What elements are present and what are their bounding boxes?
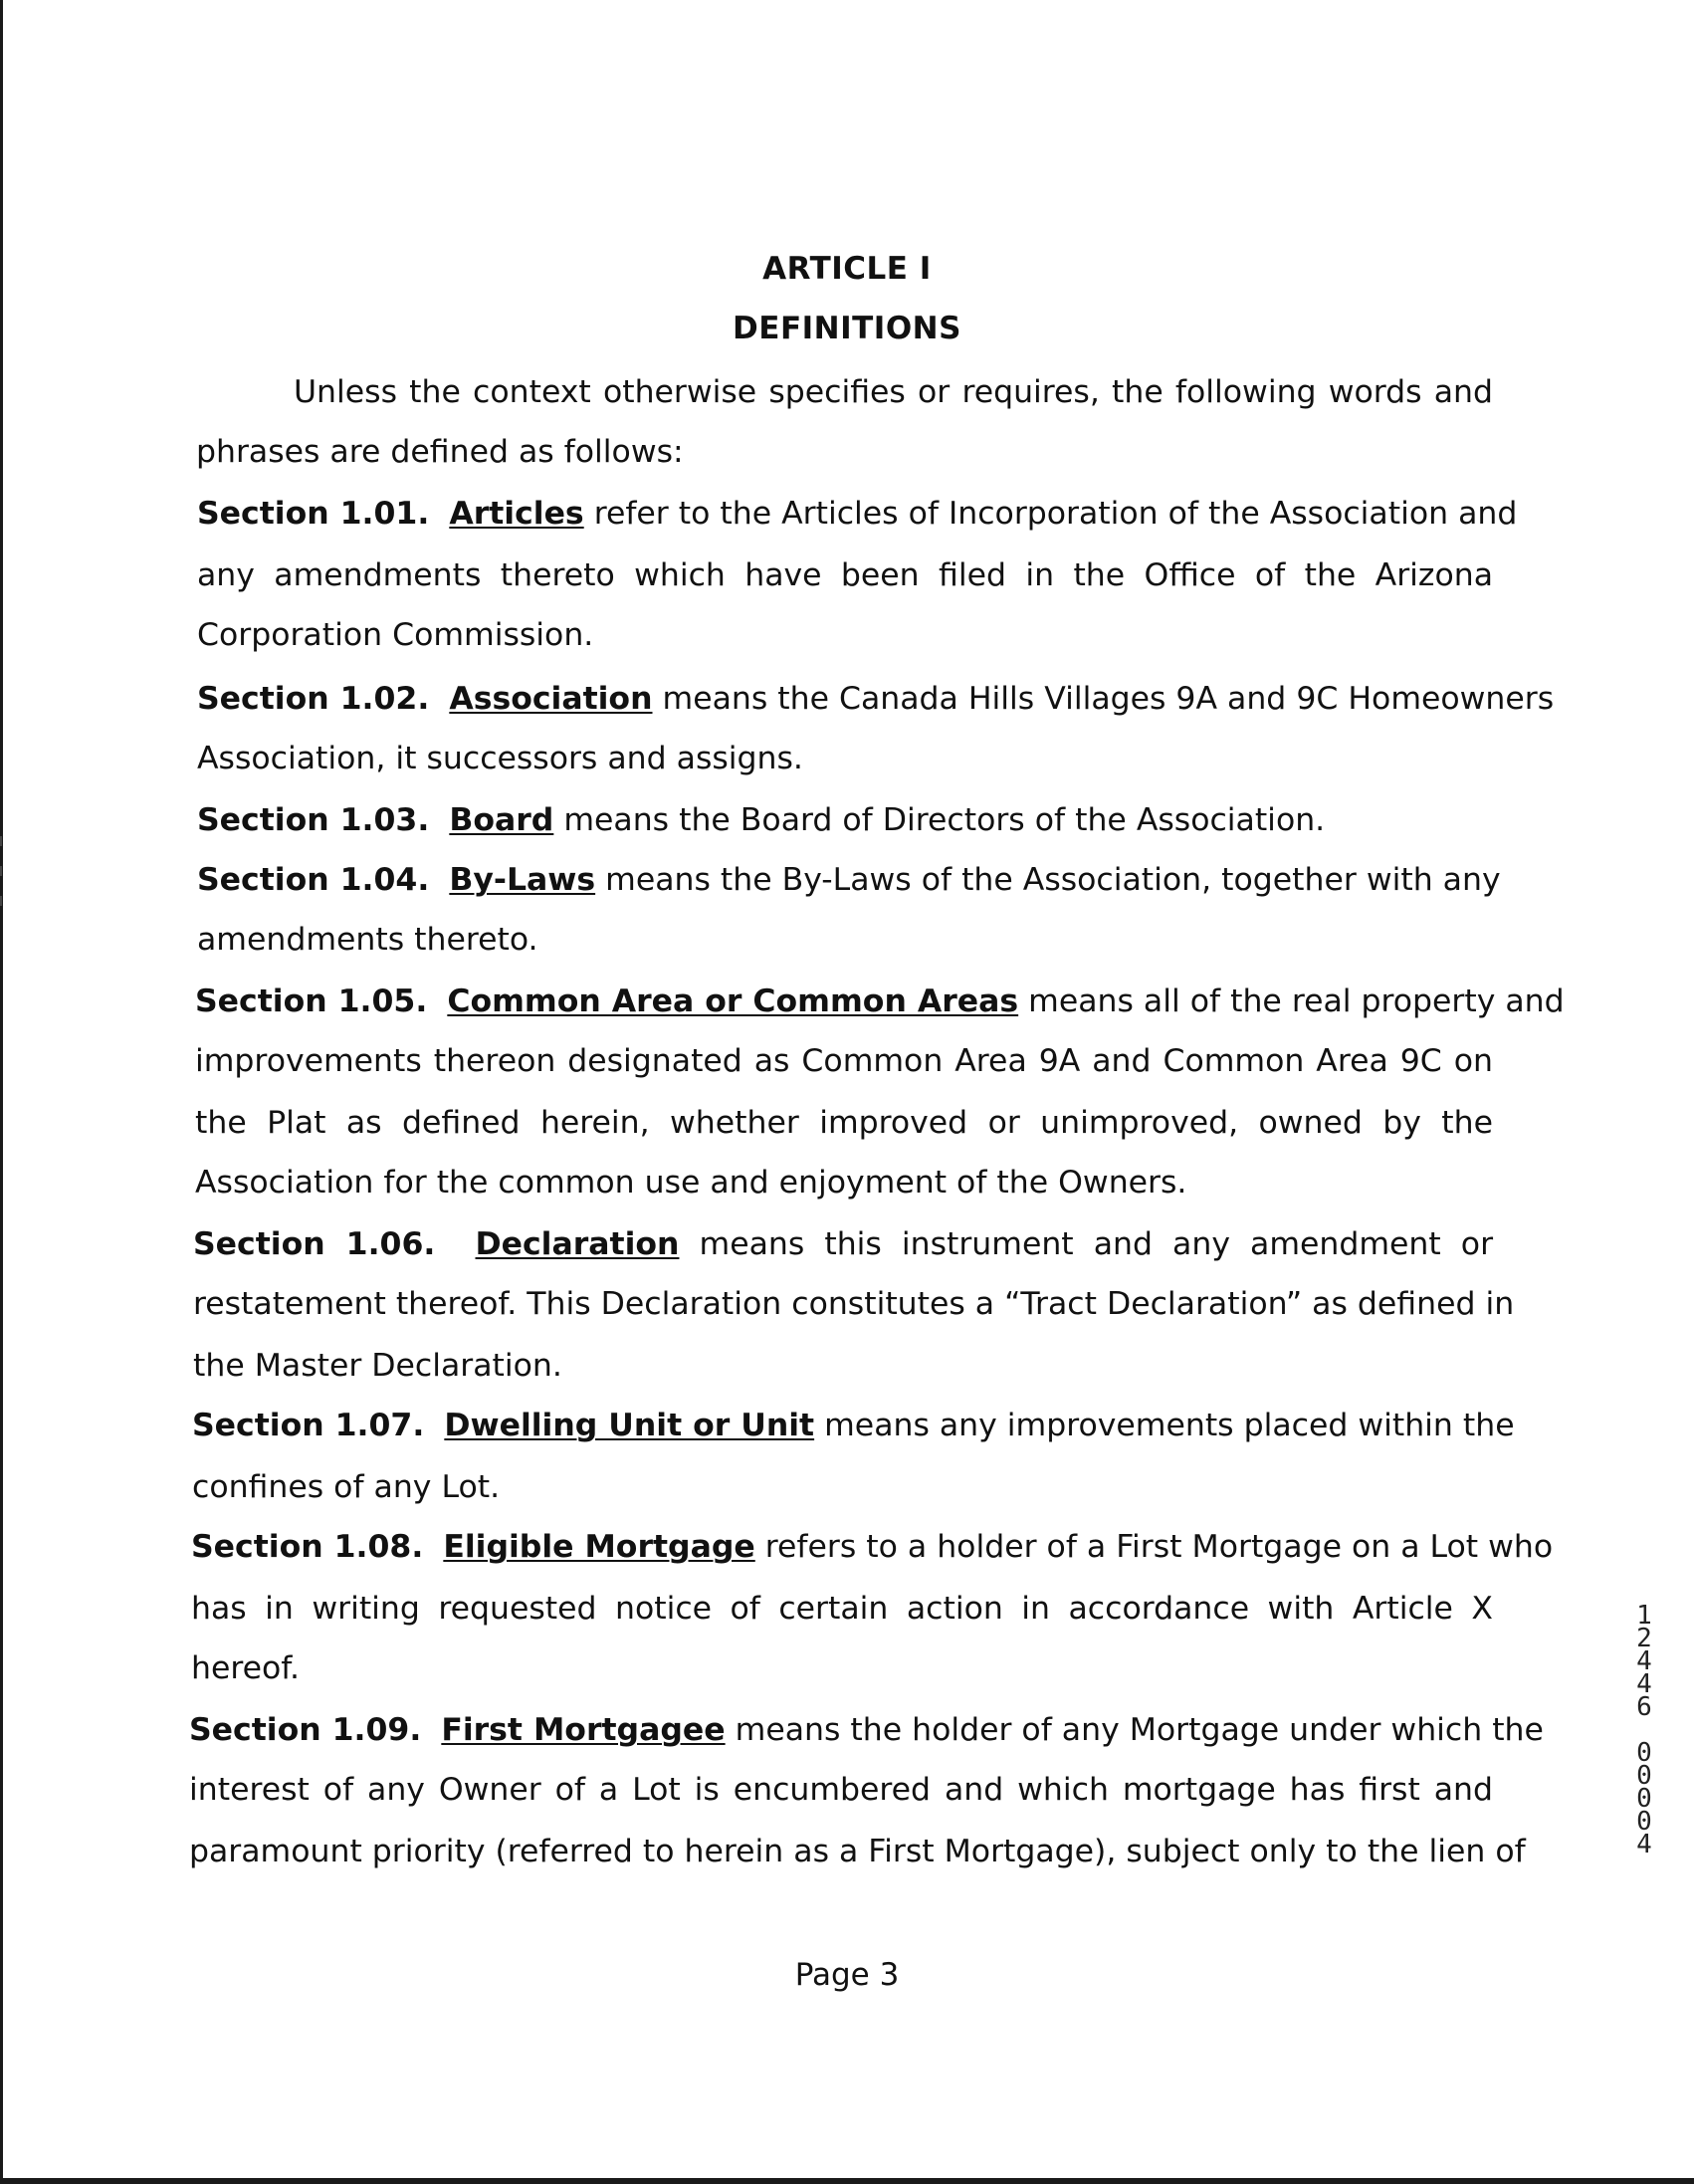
definition-section [197, 679, 1555, 719]
definition-section [191, 1527, 1554, 1567]
section-number: Section 1.03. [197, 802, 430, 838]
definition-text: means the By-Laws of the Association, together with any [605, 862, 1501, 898]
section-number: Section 1.01. [197, 496, 430, 532]
page-number: Page 3 [794, 1957, 900, 1993]
scan-bottom-edge [0, 2178, 1694, 2184]
stamp-digit: 2 [1636, 1624, 1652, 1653]
section-number: Section 1.04. [197, 862, 430, 898]
definition-text: refer to the Articles of Incorporation of the Association and [593, 496, 1518, 532]
definition-text-line: confines of any Lot. [192, 1469, 501, 1505]
stamp-digit: 4 [1636, 1830, 1652, 1859]
defined-term: Declaration [475, 1226, 680, 1262]
stamp-digit: 4 [1636, 1669, 1652, 1699]
definition-text: means the holder of any Mortgage under which the [735, 1712, 1544, 1748]
definition-text-line: hereof. [191, 1650, 301, 1686]
section-number: Section 1.02. [197, 681, 430, 717]
section-number: Section 1.07. [192, 1408, 425, 1443]
definition-text-line: the Plat as defined herein, whether improved or unimproved, owned by the [195, 1105, 1493, 1141]
definition-text-line: Association for the common use and enjoyment of the Owners. [195, 1165, 1187, 1201]
definition-section [193, 1224, 1493, 1264]
definition-text: means all of the real property and [1028, 983, 1565, 1019]
defined-term: Dwelling Unit or Unit [444, 1408, 815, 1443]
definition-text-line: restatement thereof. This Declaration constitutes a “Tract Declaration” as defined in [193, 1286, 1515, 1322]
definition-text-line: any amendments thereto which have been filed in the Office of the Arizona [197, 557, 1493, 593]
margin-stamp-number [1630, 1601, 1658, 1859]
stamp-digit: 0 [1636, 1738, 1652, 1768]
defined-term: First Mortgagee [441, 1712, 726, 1748]
defined-term: Common Area or Common Areas [447, 983, 1019, 1019]
stamp-digit: 1 [1636, 1601, 1652, 1631]
definition-text-line: Association, it successors and assigns. [197, 741, 803, 776]
definition-text: means the Canada Hills Villages 9A and 9C Homeowners [662, 681, 1555, 717]
intro-paragraph-line: Unless the context otherwise specifies or requires, the following words and [294, 374, 1493, 410]
definition-section [197, 494, 1518, 534]
scan-edge-mark [0, 836, 2, 846]
definition-text-line: paramount priority (referred to herein as a First Mortgage), subject only to the lien of [189, 1834, 1526, 1869]
section-number: Section 1.06. [193, 1226, 436, 1262]
stamp-digit: 0 [1636, 1807, 1652, 1837]
defined-term: Board [449, 802, 554, 838]
definition-text-line: interest of any Owner of a Lot is encumbered and which mortgage has first and [189, 1772, 1493, 1808]
definition-text: means the Board of Directors of the Association. [563, 802, 1326, 838]
section-number: Section 1.08. [191, 1529, 424, 1565]
section-number: Section 1.09. [189, 1712, 422, 1748]
defined-term: By-Laws [449, 862, 596, 898]
scan-edge-mark [0, 866, 2, 876]
definition-section [192, 1406, 1515, 1445]
defined-term: Association [449, 681, 653, 717]
definition-text-line: Corporation Commission. [197, 617, 594, 653]
section-number: Section 1.05. [195, 983, 428, 1019]
definition-text-line: amendments thereto. [197, 922, 538, 958]
definition-text: means any improvements placed within the [824, 1408, 1515, 1443]
scan-edge-mark [0, 896, 2, 906]
defined-term: Articles [449, 496, 584, 532]
stamp-digit: 0 [1636, 1784, 1652, 1814]
stamp-digit: 4 [1636, 1646, 1652, 1676]
defined-term: Eligible Mortgage [443, 1529, 755, 1565]
article-subtitle: DEFINITIONS [733, 311, 961, 346]
definition-text-line: the Master Declaration. [193, 1348, 562, 1384]
stamp-digit: 0 [1636, 1761, 1652, 1791]
stamp-digit: 6 [1636, 1692, 1652, 1722]
definition-text-line: has in writing requested notice of certain action in accordance with Article X [191, 1591, 1493, 1627]
definition-section [197, 800, 1325, 840]
intro-paragraph-line: phrases are defined as follows: [196, 434, 684, 470]
definition-text: means this instrument and any amendment or [699, 1226, 1494, 1262]
article-title: ARTICLE I [762, 251, 932, 287]
definition-text: refers to a holder of a First Mortgage on a Lot who [764, 1529, 1554, 1565]
definition-section [197, 860, 1501, 900]
definition-section [195, 982, 1565, 1021]
definition-text-line: improvements thereon designated as Common Area 9A and Common Area 9C on [195, 1043, 1493, 1079]
definition-section [189, 1710, 1544, 1750]
